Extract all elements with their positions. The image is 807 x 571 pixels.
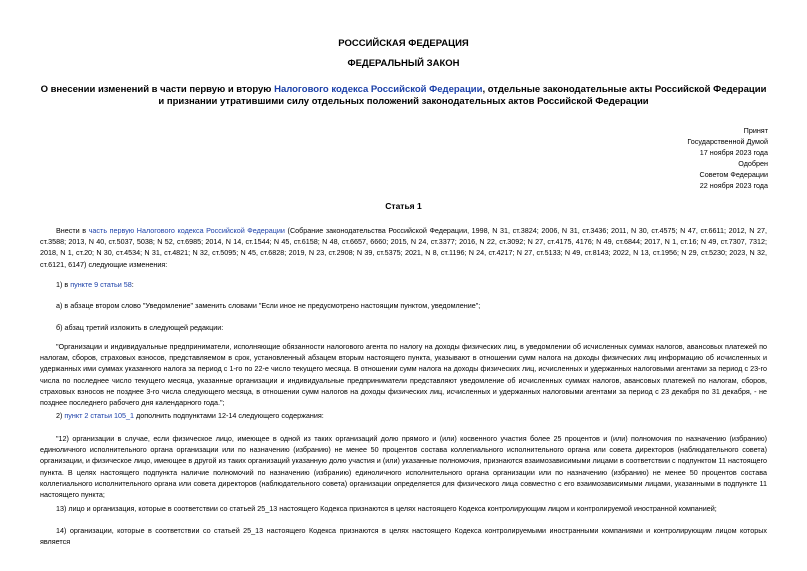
item-14: 14) организации, которые в соответствии со статьей 25_13 настоящего Кодекса признаются в целях настоящего Кодекса контролируемыми иностранными компаниями и контролирующим лицом которых является [40, 526, 767, 547]
adoption-line: Одобрен [738, 159, 768, 168]
item-2 [40, 410, 767, 421]
article-105-1-link[interactable]: пункт 2 статьи 105_1 [64, 411, 135, 420]
quote-1: "Организации и индивидуальные предприниматели, исполняющие обязанности налогового агента по налогу на доходы физических лиц, в уведомлении об исчисленных суммах налогов, авансовых платежей по налогам, сборов, страховых взносов, представляемом в срок, установленный абзацем вторым настоящего пункта, указывают в отношении сумм налога на доходы физических лиц информацию об исчисленных и удержанных ими суммах указанного налога за период с 1-го по 22-е число текущего месяца. В отношении сумм налога на доходы физических лиц, исчисленных и удержанных налоговыми агентами за период с 23-го числа по последнее число текущего месяца, указанные организации и индивидуальные предприниматели представляют уведомление об исчисленных суммах налогов, авансовых платежей по налогам, сборов, страховых взносов не позднее 3-го числа следующего месяца, в отношении сумм налогов на доходы физических лиц, исчисленных и удержанных налоговыми агентами за период с 23 декабря по 31 декабря, - не позднее последнего рабочего дня календарного года."; [40, 342, 767, 408]
intro-paragraph [40, 225, 767, 270]
adoption-line: 17 ноября 2023 года [699, 148, 768, 157]
adoption-block [568, 125, 768, 191]
item-1b: б) абзац третий изложить в следующей редакции: [56, 323, 224, 332]
item-1-pre: 1) в [56, 280, 71, 289]
law-title [40, 84, 767, 108]
law-title-part1: О внесении изменений в части первую и вторую [40, 84, 275, 95]
tax-code-link[interactable]: Налогового кодекса Российской Федерации [274, 84, 483, 95]
item-1a: а) в абзаце втором слово "Уведомление" заменить словами "Если иное не предусмотрено настоящим пунктом, уведомление"; [56, 301, 481, 310]
item-1-post: : [131, 280, 134, 289]
quote-2: "12) организации в случае, если физическое лицо, имеющее в одной из таких организаций долю прямого и (или) косвенного участия более 25 процентов и (или) полномочия по назначению (избранию) единоличного исполнительного органа организации или по назначению (избранию) не менее 50 процентов состава коллегиального исполнительного органа или совета директоров (наблюдательного совета) организации, и физическое лицо, имеющее в другой из таких организаций указанную долю участия и (или) указанные полномочия, признаются взаимозависимыми лицами в соответствии с подпунктом 11 настоящего пункта. В целях настоящего подпункта наличие полномочий по назначению (избранию) единоличного исполнительного органа организации или по назначению (избранию) не менее 50 процентов состава коллегиального исполнительного органа или совета директоров (наблюдательного совета) организации определяется для физического лица совместно с его взаимозависимыми лицами, указанными в подпункте 11 настоящего пункта; [40, 434, 767, 500]
item-1 [40, 279, 767, 290]
article-heading: Статья 1 [385, 201, 422, 211]
item-2-pre: 2) [56, 411, 65, 420]
adoption-line: Советом Федерации [699, 170, 768, 179]
article-58-link[interactable]: пункте 9 статьи 58 [70, 280, 132, 289]
part-one-tax-code-link[interactable]: часть первую Налогового кодекса Российской Федерации [88, 226, 285, 235]
law-type-heading: ФЕДЕРАЛЬНЫЙ ЗАКОН [347, 58, 460, 69]
intro-pre: Внести в [56, 226, 89, 235]
law-title-part2: , отдельные законодательные акты Российской Федерации и признании утратившими силу отдельных положений законодательных актов Российской Федерации [158, 84, 767, 107]
item-13: 13) лицо и организация, которые в соответствии со статьей 25_13 настоящего Кодекса признаются в целях настоящего Кодекса контролирующим лицом и контролируемой иностранной компанией; [56, 504, 717, 513]
adoption-line: Принят [743, 126, 768, 135]
item-2-post: дополнить подпунктами 12-14 следующего содержания: [134, 411, 324, 420]
country-heading: РОССИЙСКАЯ ФЕДЕРАЦИЯ [338, 38, 469, 49]
intro-post: (Собрание законодательства Российской Федерации, 1998, N 31, ст.3824; 2006, N 31, ст.3436; 2011, N 30, ст.4575; N 47, ст.6611; 2012, N 27, ст.3588; 2013, N 40, ст.5037, 5038; N 52, ст.6985; 2014, N 14, ст.1544; N 45, ст.6158; N 48, ст.6657, 6660; 2015, N 24, ст.3377; 2016, N 22, ст.3092; N 27, ст.4175, 4176; N 49, ст.6844; 2017, N 1, ст.16; N 49, ст.7307, 7312; 2018, N 1, ст.20; N 30, ст.4534; N 31, ст.4821; N 32, ст.5095; N 45, ст.6828; 2019, N 23, ст.2908; N 39, ст.5375; 2021, N 8, ст.1196; N 24, ст.4217; N 27, ст.5133; N 49, ст.8143; 2022, N 13, ст.1956; N 29, ст.5230; 2023, N 32, ст.6121, 6147) следующие изменения: [40, 226, 767, 269]
adoption-line: Государственной Думой [687, 137, 768, 146]
adoption-line: 22 ноября 2023 года [699, 181, 768, 190]
